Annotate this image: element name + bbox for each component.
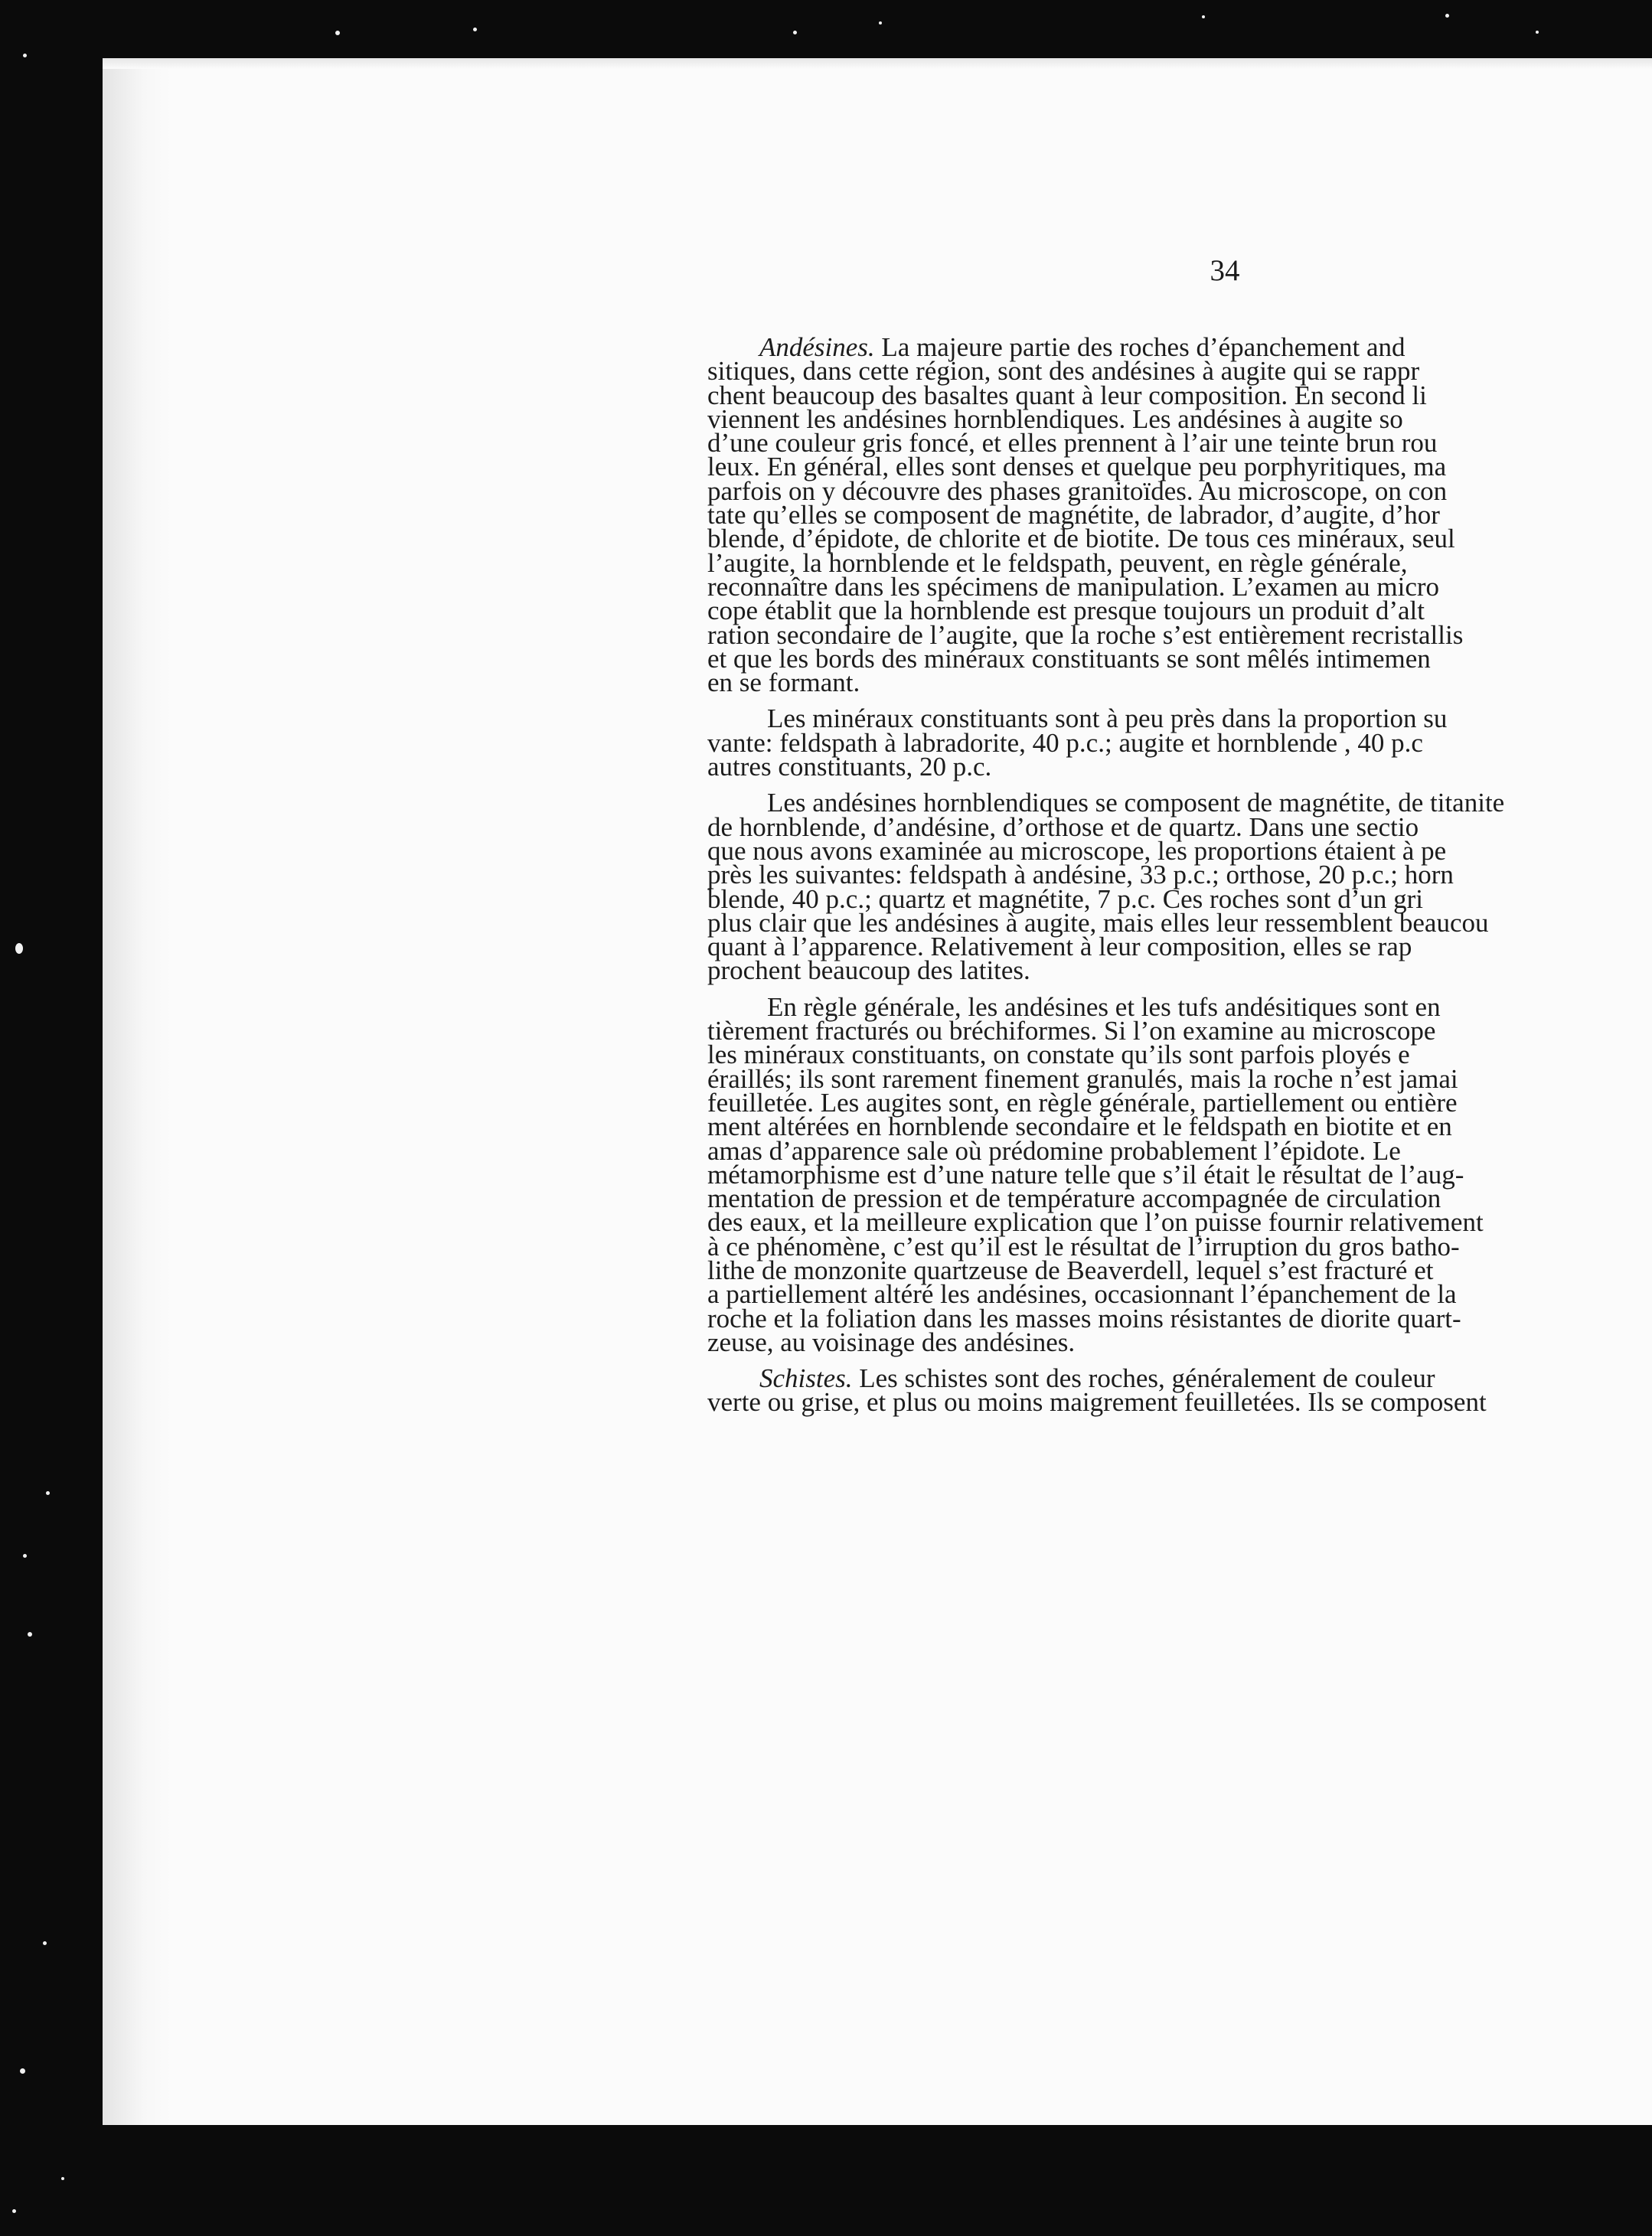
section-heading: Schistes.	[759, 1363, 853, 1394]
scan-speck	[23, 1554, 27, 1558]
text-line: En règle générale, les andésines et les tufs andésitiques sont en	[767, 991, 1441, 1022]
text-line: plus clair que les andésines à augite, mais elles leur ressemblent beaucou	[707, 907, 1489, 938]
paragraph-hornblendic	[707, 788, 1652, 986]
scan-speck	[473, 28, 477, 31]
text-line: et que les bords des minéraux constituants se sont mêlés intimemen	[707, 643, 1431, 674]
scan-speck	[46, 1491, 50, 1495]
text-line: en se formant.	[707, 668, 860, 698]
text-line: quant à l’apparence. Relativement à leur composition, elles se rap	[707, 932, 1412, 962]
text-line: vante: feldspath à labradorite, 40 p.c.; augite et hornblende , 40 p.c	[707, 727, 1423, 758]
scan-speck	[1536, 31, 1539, 34]
text-line: lithe de monzonite quartzeuse de Beaverdell, lequel s’est fracturé et	[707, 1255, 1434, 1285]
text-line: amas d’apparence sale où prédomine probablement l’épidote. Le	[707, 1135, 1401, 1166]
text-line: Andésines. La majeure partie des roches d’épanchement and	[759, 332, 1406, 362]
text-line: feuilletée. Les augites sont, en règle générale, partiellement ou entière	[707, 1087, 1458, 1118]
text-line: roche et la foliation dans les masses moins résistantes de diorite quart-	[707, 1303, 1461, 1333]
scan-speck	[335, 31, 340, 35]
scan-speck	[23, 54, 27, 57]
scan-speck	[43, 1941, 47, 1945]
text-line: d’une couleur gris foncé, et elles prennent à l’air une teinte brun rou	[707, 428, 1438, 459]
text-line: autres constituants, 20 p.c.	[707, 752, 992, 782]
text-line: ration secondaire de l’augite, que la roche s’est entièrement recristallis	[707, 619, 1464, 650]
scan-speck	[879, 21, 882, 24]
scan-speck	[793, 31, 797, 34]
scan-speck	[1445, 14, 1449, 18]
text-line: à ce phénomène, c’est qu’il est le résultat de l’irruption du gros batho-	[707, 1231, 1460, 1262]
text-line: que nous avons examinée au microscope, les proportions étaient à pe	[707, 835, 1447, 866]
text-line: mentation de pression et de température accompagnée de circulation	[707, 1183, 1441, 1214]
text-line: a partiellement altéré les andésines, occasionnant l’épanchement de la	[707, 1279, 1457, 1310]
scan-speck	[1202, 15, 1205, 18]
text-line: blende, 40 p.c.; quartz et magnétite, 7 p.c. Ces roches sont d’un gri	[707, 883, 1424, 914]
text-line: éraillés; ils sont rarement finement granulés, mais la roche n’est jamai	[707, 1063, 1458, 1094]
page-shading	[103, 58, 171, 2125]
text-line: Les minéraux constituants sont à peu près dans la proportion su	[767, 703, 1448, 734]
text-line: parfois on y découvre des phases granitoïdes. Au microscope, on con	[707, 475, 1448, 506]
text-line: Les andésines hornblendiques se composent de magnétite, de titanite	[767, 788, 1505, 818]
text-line: de hornblende, d’andésine, d’orthose et de quartz. Dans une sectio	[707, 811, 1419, 842]
book-page	[103, 58, 1652, 2125]
text-line: tate qu’elles se composent de magnétite, de labrador, d’augite, d’hor	[707, 500, 1440, 530]
scan-speck	[12, 2209, 16, 2213]
text-line: leux. En général, elles sont denses et quelque peu porphyritiques, ma	[707, 452, 1447, 482]
text-line: l’augite, la hornblende et le feldspath, peuvent, en règle générale,	[707, 547, 1408, 578]
text-line: viennent les andésines hornblendiques. Les andésines à augite so	[707, 403, 1403, 434]
text-line: reconnaître dans les spécimens de manipulation. L’examen au micro	[707, 571, 1440, 602]
text-line: blende, d’épidote, de chlorite et de biotite. De tous ces minéraux, seul	[707, 524, 1455, 554]
text-line: chent beaucoup des basaltes quant à leur composition. En second li	[707, 380, 1427, 410]
page-edge	[103, 58, 1652, 69]
paragraph-metamorphism	[707, 991, 1652, 1357]
text-line: près les suivantes: feldspath à andésine, 33 p.c.; orthose, 20 p.c.; horn	[707, 860, 1454, 890]
text-line: Schistes. Les schistes sont des roches, généralement de couleur	[759, 1363, 1435, 1394]
scan-speck	[28, 1632, 32, 1637]
text-line: tièrement fracturés ou bréchiformes. Si l’on examine au microscope	[707, 1016, 1436, 1046]
paragraph-schistes	[707, 1363, 1652, 1418]
text-line: cope établit que la hornblende est presque toujours un produit d’alt	[707, 596, 1425, 626]
text-line: métamorphisme est d’une nature telle que s’il était le résultat de l’aug-	[707, 1159, 1464, 1190]
text-line: prochent beaucoup des latites.	[707, 955, 1030, 986]
text-line: verte ou grise, et plus ou moins maigrement feuilletées. Ils se composent	[707, 1387, 1487, 1418]
paragraph-proportions	[707, 703, 1652, 782]
page-number: 34	[1210, 254, 1240, 287]
scan-speck	[15, 943, 23, 954]
paragraph-andesines	[707, 332, 1652, 698]
body-text	[707, 332, 1652, 1427]
text-line: zeuse, au voisinage des andésines.	[707, 1327, 1076, 1357]
text-line: sitiques, dans cette région, sont des andésines à augite qui se rappr	[707, 356, 1420, 387]
section-heading: Andésines.	[759, 332, 875, 362]
scan-speck	[20, 2068, 25, 2074]
scan-speck	[61, 2177, 64, 2180]
text-line: les minéraux constituants, on constate qu’ils sont parfois ployés e	[707, 1040, 1410, 1070]
text-line: des eaux, et la meilleure explication que l’on puisse fournir relativement	[707, 1207, 1484, 1238]
text-line: ment altérées en hornblende secondaire et le feldspath en biotite et en	[707, 1111, 1452, 1142]
